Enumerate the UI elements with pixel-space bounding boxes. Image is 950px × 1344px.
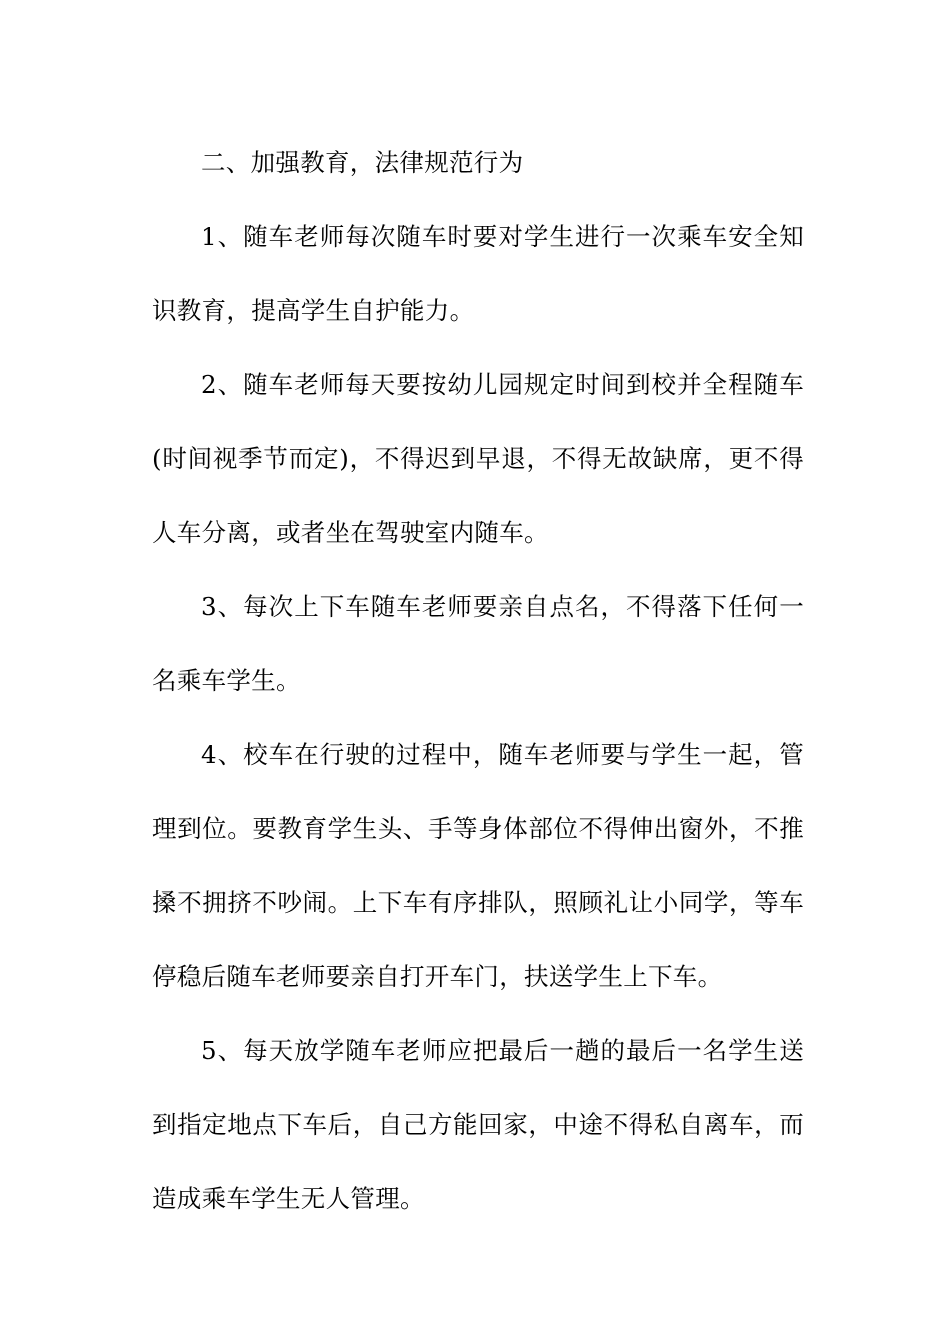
paragraph-4: 4、校车在行驶的过程中，随车老师要与学生一起，管理到位。要教育学生头、手等身体部位不得伸出窗外，不推搡不拥挤不吵闹。上下车有序排队，照顾礼让小同学，等车停稳后随车老师要亲自打开车门，扶送学生上下车。: [152, 740, 804, 991]
section-heading: 二、加强教育，法律规范行为: [201, 148, 524, 177]
paragraph-5: 5、每天放学随车老师应把最后一趟的最后一名学生送到指定地点下车后，自己方能回家，中途不得私自离车，而造成乘车学生无人管理。: [152, 1036, 804, 1213]
paragraph-2: 2、随车老师每天要按幼儿园规定时间到校并全程随车(时间视季节而定)，不得迟到早退，不得无故缺席，更不得人车分离，或者坐在驾驶室内随车。: [152, 370, 804, 547]
paragraph-3: 3、每次上下车随车老师要亲自点名，不得落下任何一名乘车学生。: [152, 592, 804, 695]
document-body: [152, 126, 804, 1236]
paragraph-1: 1、随车老师每次随车时要对学生进行一次乘车安全知识教育，提高学生自护能力。: [152, 222, 804, 325]
